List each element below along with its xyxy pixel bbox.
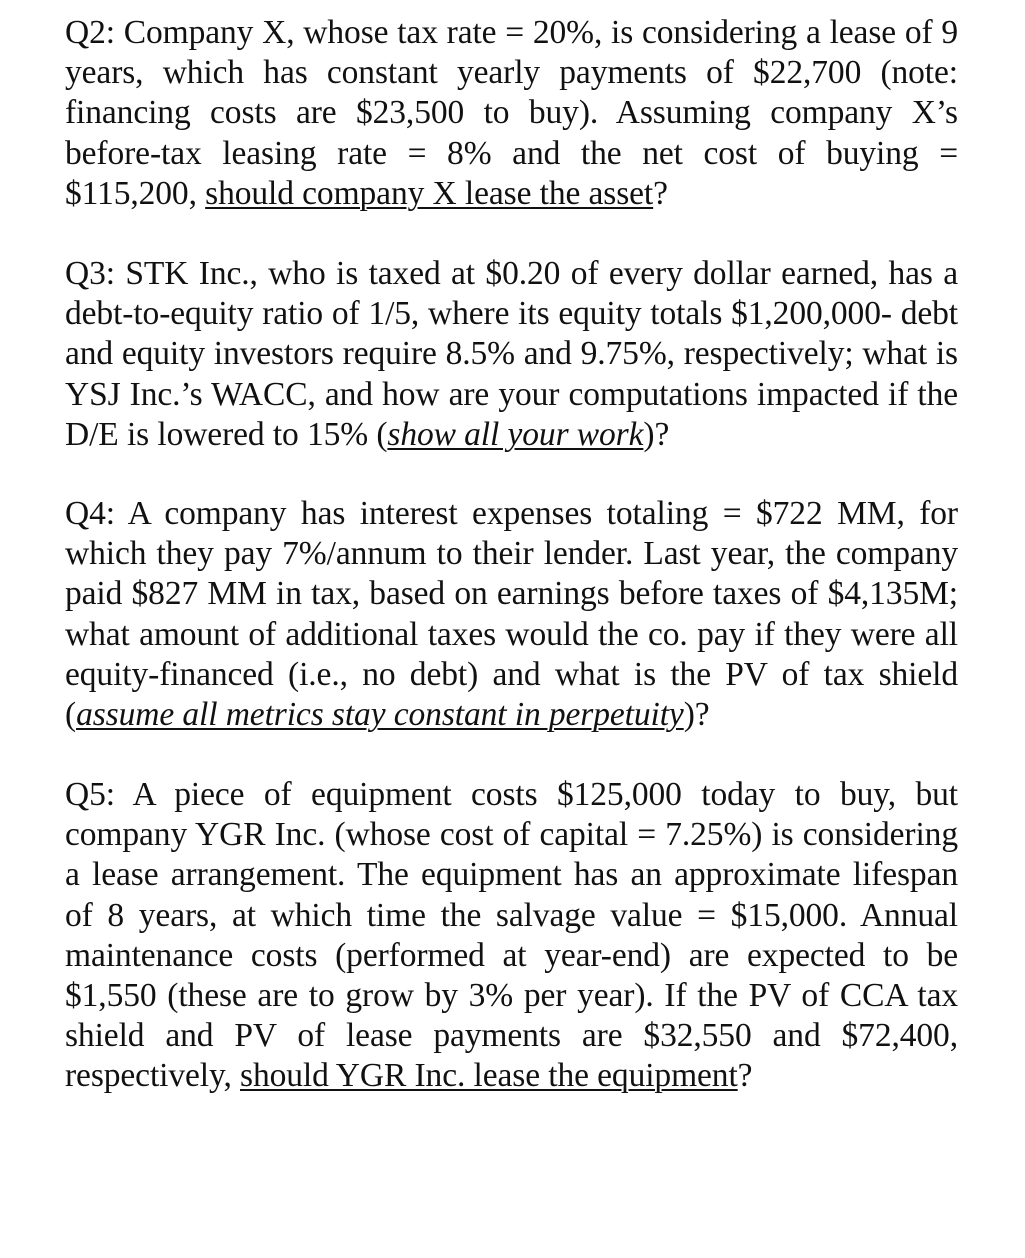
question-q2-emphasis: should company X lease the asset [205,174,654,212]
question-q4-tail: )? [683,696,710,734]
question-q3-text: Q3: STK Inc., who is taxed at $0.20 of every dollar earned, has a debt-to-equity ratio of 1/5, where its equity totals $1,200,000- debt and equity investors require 8.5% and 9.75%, respectively; what is YSJ Inc.’s WACC, and how are your computations impacted if the D/E is lowered to 15% ( [65,255,958,453]
question-q5-tail: ? [737,1057,753,1095]
question-q5 [65,775,958,1097]
question-q2 [65,13,958,214]
question-q4-text: Q4: A company has interest expenses totaling = $722 MM, for which they pay 7%/annum to their lender. Last year, the company paid $827 MM in tax, based on earnings before taxes of $4,135M; what amount of additional taxes would the co. pay if they were all equity-financed (i.e., no debt) and what is the PV of tax shield ( [65,495,958,734]
question-q2-tail: ? [653,174,668,212]
question-q5-emphasis: should YGR Inc. lease the equipment [240,1057,738,1095]
question-q5-text: Q5: A piece of equipment costs $125,000 today to buy, but company YGR Inc. (whose cost of capital = 7.25%) is considering a lease arrangement. The equipment has an approximate lifespan of 8 years, at which time the salvage value = $15,000. Annual maintenance costs (performed at year-end) are expected to be $1,550 (these are to grow by 3% per year). If the PV of CCA tax shield and PV of lease payments are $32,550 and $72,400, respectively, [65,776,958,1095]
question-q3-tail: )? [643,415,670,453]
question-q4-emphasis: assume all metrics stay constant in perpetuity [76,696,684,734]
question-q3 [65,254,958,455]
question-q3-emphasis: show all your work [387,415,644,453]
question-q4 [65,494,958,735]
question-q2-text: Q2: Company X, whose tax rate = 20%, is considering a lease of 9 years, which has constant yearly payments of $22,700 (note: financing costs are $23,500 to buy). Assuming company X’s before-tax leasing rate = 8% and the net cost of buying = $115,200, [65,14,958,212]
